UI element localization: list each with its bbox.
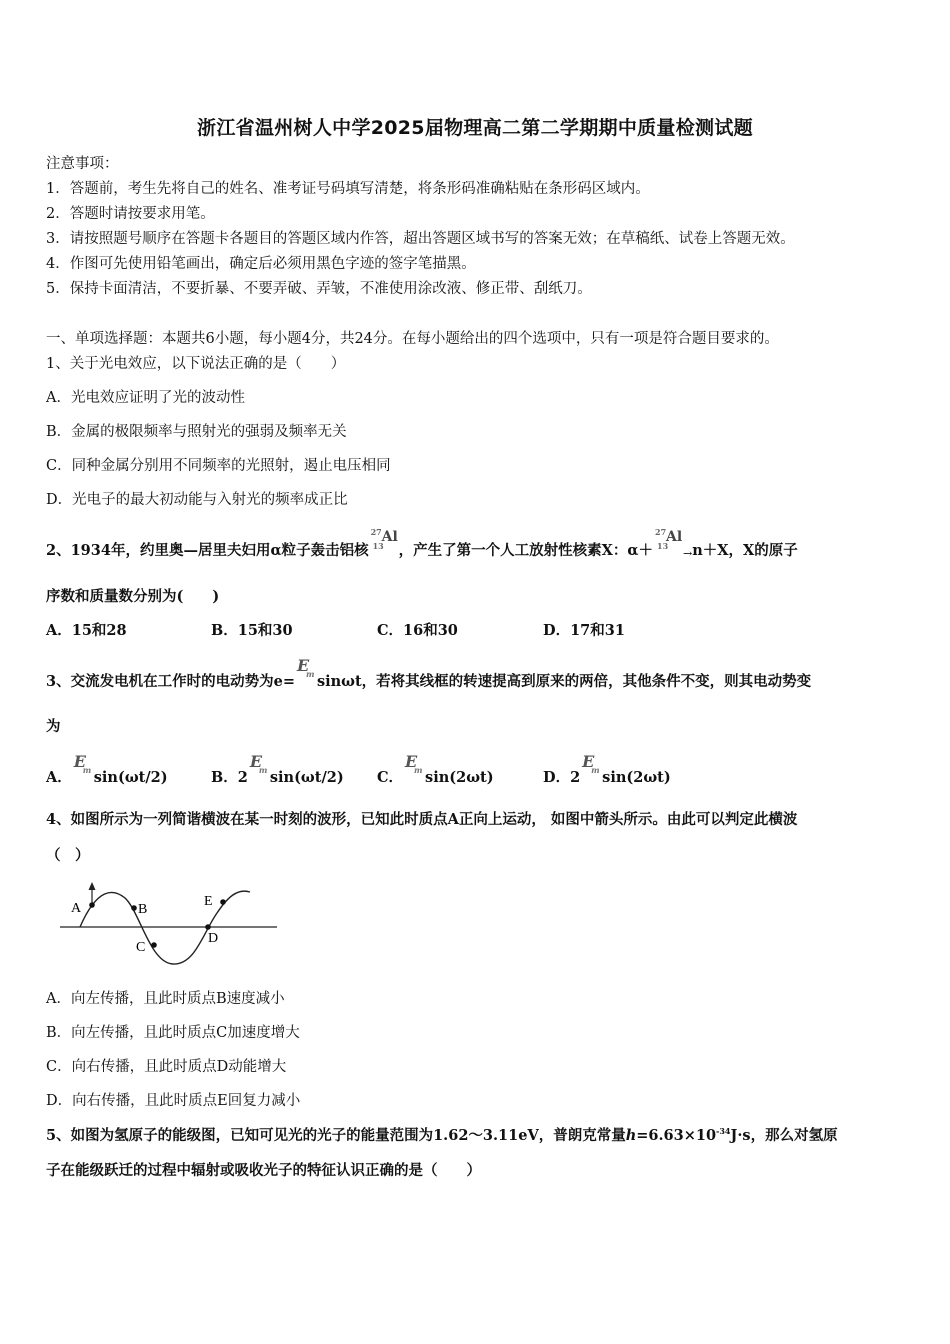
question-3-option-a: A． E m sin(ωt/2) xyxy=(46,752,168,786)
question-4-stem: 4、如图所示为一列简谐横波在某一时刻的波形，已知此时质点A正向上运动， 如图中箭头所示。由此可以判定此横波 xyxy=(46,811,798,828)
question-1-stem: 1、关于光电效应，以下说法正确的是（ ） xyxy=(46,356,346,372)
question-3-option-b: B．2 E m sin(ωt/2) xyxy=(211,752,344,786)
wave-figure xyxy=(55,878,285,973)
em-symbol: E m xyxy=(296,656,315,679)
question-3-option-d: D．2 E m sin(2ωt) xyxy=(543,752,671,786)
point-c xyxy=(151,942,157,948)
notice-item: 2．答题时请按要求用笔。 xyxy=(46,206,215,222)
question-2-stem: 2、1934年，约里奥—居里夫妇用α粒子轰击铝核 27 13 Al ，产生了第一个人工放射性核素X：α＋ 27 13 Al →n＋X，X的原子 xyxy=(46,527,798,560)
aluminum-isotope: 27 13 Al xyxy=(655,527,683,551)
notice-item: 4．作图可先使用铅笔画出，确定后必须用黑色字迹的签字笔描黑。 xyxy=(46,256,476,272)
reaction-arrow: → xyxy=(683,547,693,560)
notice-item: 1．答题前，考生先将自己的姓名、准考证号码填写清楚，将条形码准确粘贴在条形码区域内。 xyxy=(46,181,650,197)
question-2-option-c: C．16和30 xyxy=(377,622,458,639)
question-4-option-b: B．向左传播，且此时质点C加速度增大 xyxy=(46,1025,300,1041)
label-c: C xyxy=(136,940,146,955)
question-4-stem-cont: （ ） xyxy=(46,847,90,864)
notice-item: 5．保持卡面清洁，不要折暴、不要弄破、弄皱，不准使用涂改液、修正带、刮纸刀。 xyxy=(46,281,592,297)
label-b: B xyxy=(138,902,148,917)
notice-item: 3．请按照题号顺序在答题卡各题目的答题区域内作答，超出答题区域书写的答案无效；在草稿纸、试卷上答题无效。 xyxy=(46,231,795,247)
label-d: D xyxy=(208,931,219,946)
point-e xyxy=(220,899,226,905)
question-2-option-b: B．15和30 xyxy=(211,622,293,639)
page-title: 浙江省温州树人中学2025届物理高二第二学期期中质量检测试题 xyxy=(197,117,753,139)
question-3-stem: 3、交流发电机在工作时的电动势为e= E m sinωt，若将其线框的转速提高到原来的两倍，其他条件不变，则其电动势变 xyxy=(46,656,812,690)
question-3-option-c: C． E m sin(2ωt) xyxy=(377,752,494,786)
question-4-option-c: C．向右传播，且此时质点D动能增大 xyxy=(46,1059,287,1075)
point-d xyxy=(205,924,211,930)
aluminum-isotope: 27 13 Al xyxy=(370,527,398,551)
point-a xyxy=(89,902,95,908)
question-1-option-d: D．光电子的最大初动能与入射光的频率成正比 xyxy=(46,492,348,508)
question-1-option-b: B．金属的极限频率与照射光的强弱及频率无关 xyxy=(46,424,347,440)
question-3-stem-cont: 为 xyxy=(46,718,61,735)
question-5-stem: 5、如图为氢原子的能级图，已知可见光的光子的能量范围为1.62～3.11eV，普朗克常量$h=6.63\times 10^{-34}J\cdot s$，那么对氢原 xyxy=(46,1126,838,1144)
label-a: A xyxy=(71,901,82,916)
label-e: E xyxy=(204,894,213,909)
question-2-option-a: A．15和28 xyxy=(46,622,127,639)
question-2-option-d: D．17和31 xyxy=(543,622,625,639)
notice-heading: 注意事项： xyxy=(46,156,119,172)
question-5-stem-cont: 子在能级跃迁的过程中辐射或吸收光子的特征认识正确的是（ ） xyxy=(46,1162,481,1179)
question-1-option-c: C．同种金属分别用不同频率的光照射，遏止电压相同 xyxy=(46,458,391,474)
arrow-head xyxy=(89,882,96,890)
question-4-option-a: A．向左传播，且此时质点B速度减小 xyxy=(46,991,285,1007)
section-heading: 一、单项选择题：本题共6小题，每小题4分，共24分。在每小题给出的四个选项中，只有一项是符合题目要求的。 xyxy=(46,331,779,347)
question-4-option-d: D．向右传播，且此时质点E回复力减小 xyxy=(46,1093,301,1109)
point-b xyxy=(131,905,137,911)
question-1-option-a: A．光电效应证明了光的波动性 xyxy=(46,390,245,406)
question-2-stem-cont: 序数和质量数分别为( ) xyxy=(46,588,220,605)
